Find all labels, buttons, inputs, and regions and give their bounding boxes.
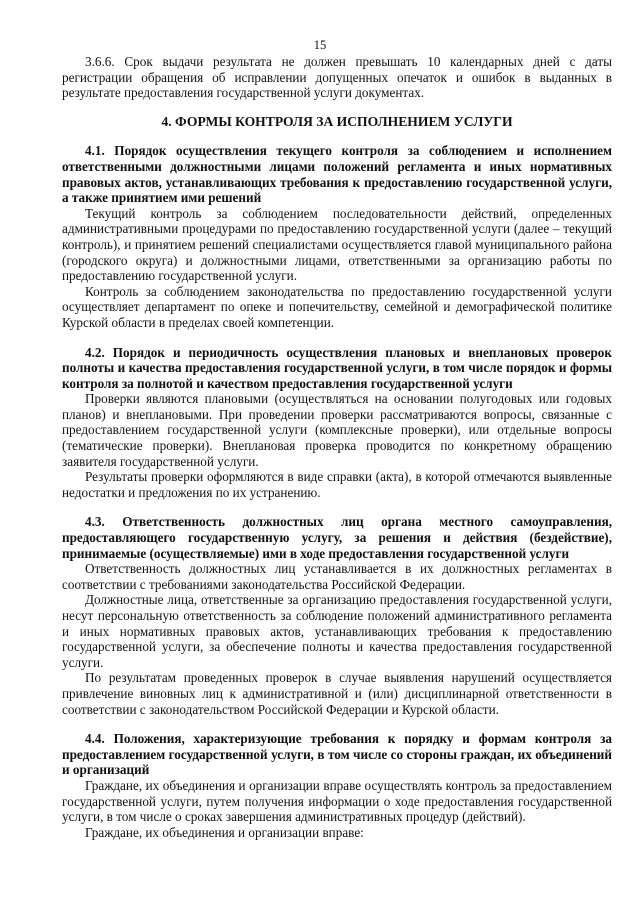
section-paragraph: Должностные лица, ответственные за организацию предоставления государственной услуги, несут персональную ответственность за соблюдение положений административного регламента и иных нормативных правовых актов, устанавливающих требования к предоставлению государственной услуги, за обеспечение полноты и качества предоставления государственной услуги. bbox=[62, 592, 612, 670]
section-paragraph: Текущий контроль за соблюдением последовательности действий, определенных административными процедурами по предоставлению государственной услуги (далее – текущий контроль), и принятием решений специалистами осуществляется главой муниципального района (городского округа) и должностными лицами, ответственными за организацию работы по предоставлению государственной услуги. bbox=[62, 205, 612, 284]
section-paragraph: Результаты проверки оформляются в виде справки (акта), в которой отмечаются выявленные недостатки и предложения по их устранению. bbox=[62, 469, 612, 500]
page-content bbox=[62, 54, 612, 840]
section-heading: 4.1. Порядок осуществления текущего контроля за соблюдением и исполнением ответственными должностными лицами положений регламента и иных нормативных правовых актов, устанавливающих требования к предоставлению государственной услуги, а также принятием ими решений bbox=[62, 143, 612, 206]
intro-paragraph: 3.6.6. Срок выдачи результата не должен превышать 10 календарных дней с даты регистрации обращения об исправлении допущенных опечаток и ошибок в выданных в результате предоставления государственной услуги документах. bbox=[62, 54, 612, 101]
chapter-title: 4. ФОРМЫ КОНТРОЛЯ ЗА ИСПОЛНЕНИЕМ УСЛУГИ bbox=[161, 113, 513, 129]
section-paragraph: Проверки являются плановыми (осуществляться на основании полугодовых или годовых планов) и внеплановыми. При проведении проверки рассматриваются вопросы, связанные с предоставлением государственной услуги (комплексные проверки), или отдельные вопросы (тематические проверки). Внеплановая проверка проводится по конкретному обращению заявителя государственной услуги. bbox=[62, 391, 612, 469]
section-heading: 4.3. Ответственность должностных лиц органа местного самоуправления, предоставляющего государственную услугу, за решения и действия (бездействие), принимаемые (осуществляемые) ими в ходе предоставления государственной услуги bbox=[62, 514, 612, 561]
section-paragraph: Контроль за соблюдением законодательства по предоставлению государственной услуги осуществляет департамент по опеке и попечительству, семейной и демографической политике Курской области в пределах своей компетенции. bbox=[62, 283, 612, 330]
section-4-1 bbox=[62, 143, 612, 330]
page-number: 15 bbox=[313, 38, 327, 52]
section-4-2 bbox=[62, 345, 612, 501]
section-paragraph: По результатам проведенных проверок в случае выявления нарушений осуществляется привлечение виновных лиц к административной и (или) дисциплинарной ответственности в соответствии с законодательством Российской Федерации и Курской области. bbox=[62, 670, 612, 717]
section-4-3 bbox=[62, 514, 612, 717]
section-4-4 bbox=[62, 731, 612, 840]
section-heading: 4.2. Порядок и периодичность осуществления плановых и внеплановых проверок полноты и качества предоставления государственной услуги, в том числе порядок и формы контроля за полнотой и качеством предоставления государственной услуги bbox=[62, 344, 612, 391]
section-paragraph: Ответственность должностных лиц устанавливается в их должностных регламентах в соответствии с требованиями законодательства Российской Федерации. bbox=[62, 561, 612, 592]
section-heading: 4.4. Положения, характеризующие требования к порядку и формам контроля за предоставлением государственной услуги, в том числе со стороны граждан, их объединений и организаций bbox=[62, 731, 612, 778]
section-paragraph: Граждане, их объединения и организации вправе: bbox=[85, 824, 364, 840]
section-paragraph: Граждане, их объединения и организации вправе осуществлять контроль за предоставлением государственной услуги, путем получения информации о ходе предоставления государственной услуги, в том числе о сроках завершения административных процедур (действий). bbox=[62, 777, 612, 825]
